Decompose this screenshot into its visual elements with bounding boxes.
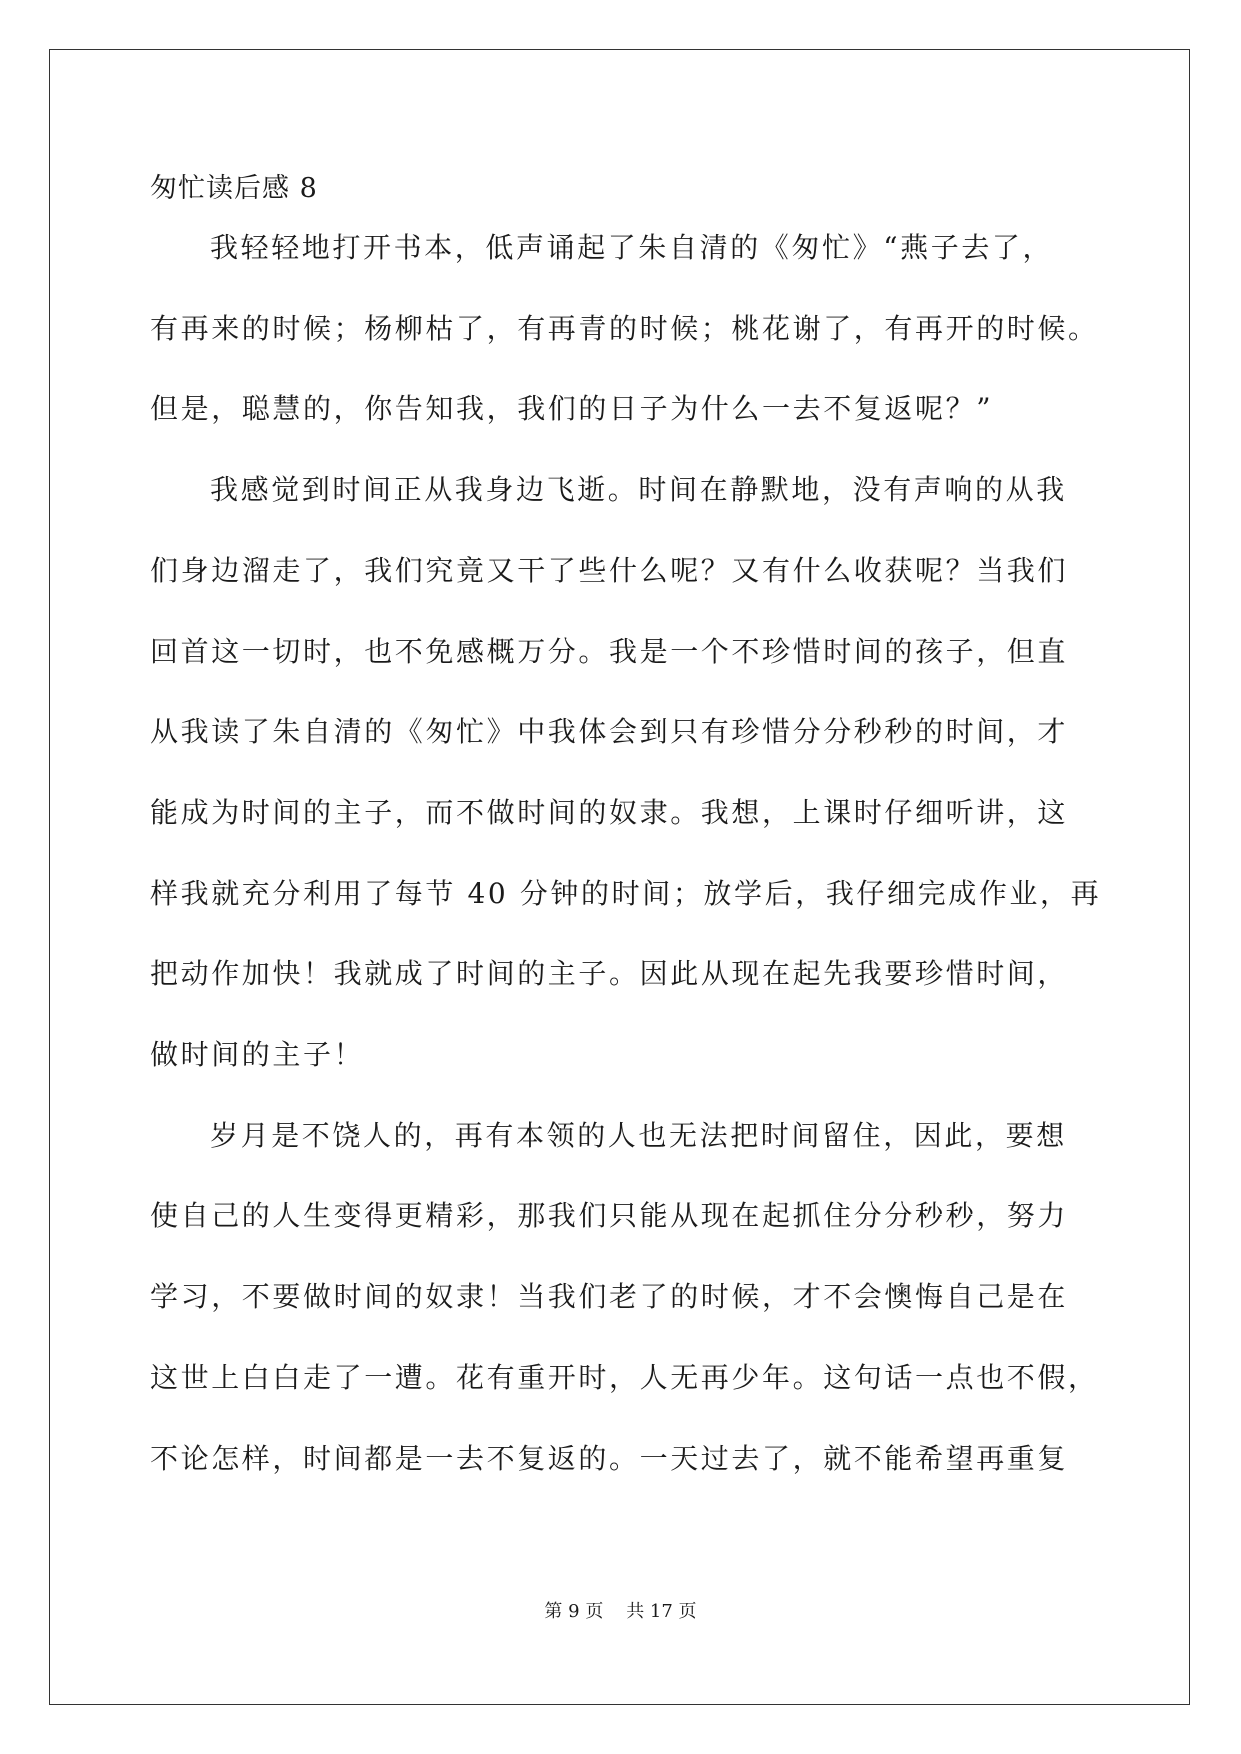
body-text-line: 使自己的人生变得更精彩，那我们只能从现在起抓住分分秒秒，努力	[150, 1199, 1069, 1233]
body-text-line: 从我读了朱自清的《匆忙》中我体会到只有珍惜分分秒秒的时间，才	[150, 715, 1069, 749]
document-title: 匆忙读后感 8	[150, 173, 318, 204]
body-text-line: 把动作加快！我就成了时间的主子。因此从现在起先我要珍惜时间，	[150, 957, 1069, 991]
body-text-line: 们身边溜走了，我们究竟又干了些什么呢？又有什么收获呢？当我们	[150, 553, 1069, 587]
body-text-line: 能成为时间的主子，而不做时间的奴隶。我想，上课时仔细听讲，这	[150, 795, 1069, 829]
body-text-line: 这世上白白走了一遭。花有重开时，人无再少年。这句话一点也不假，	[150, 1360, 1099, 1394]
page-number-footer: 第 9 页 共 17 页	[544, 1601, 697, 1622]
body-text-line: 但是，聪慧的，你告知我，我们的日子为什么一去不复返呢？”	[150, 392, 994, 426]
body-text-line: 不论怎样，时间都是一去不复返的。一天过去了，就不能希望再重复	[150, 1441, 1069, 1475]
body-text-line: 我感觉到时间正从我身边飞逝。时间在静默地，没有声响的从我	[210, 473, 1067, 507]
body-text-line: 有再来的时候；杨柳枯了，有再青的时候；桃花谢了，有再开的时候。	[150, 311, 1099, 345]
body-text-line: 样我就充分利用了每节 40 分钟的时间；放学后，我仔细完成作业，再	[150, 876, 1102, 910]
body-text-line: 回首这一切时，也不免感概万分。我是一个不珍惜时间的孩子，但直	[150, 634, 1069, 668]
body-text-line: 岁月是不饶人的，再有本领的人也无法把时间留住，因此，要想	[210, 1118, 1067, 1152]
body-text-line: 我轻轻地打开书本，低声诵起了朱自清的《匆忙》“燕子去了，	[210, 231, 1054, 264]
body-text-line: 做时间的主子！	[150, 1038, 365, 1071]
body-text-line: 学习，不要做时间的奴隶！当我们老了的时候，才不会懊悔自己是在	[150, 1280, 1069, 1314]
